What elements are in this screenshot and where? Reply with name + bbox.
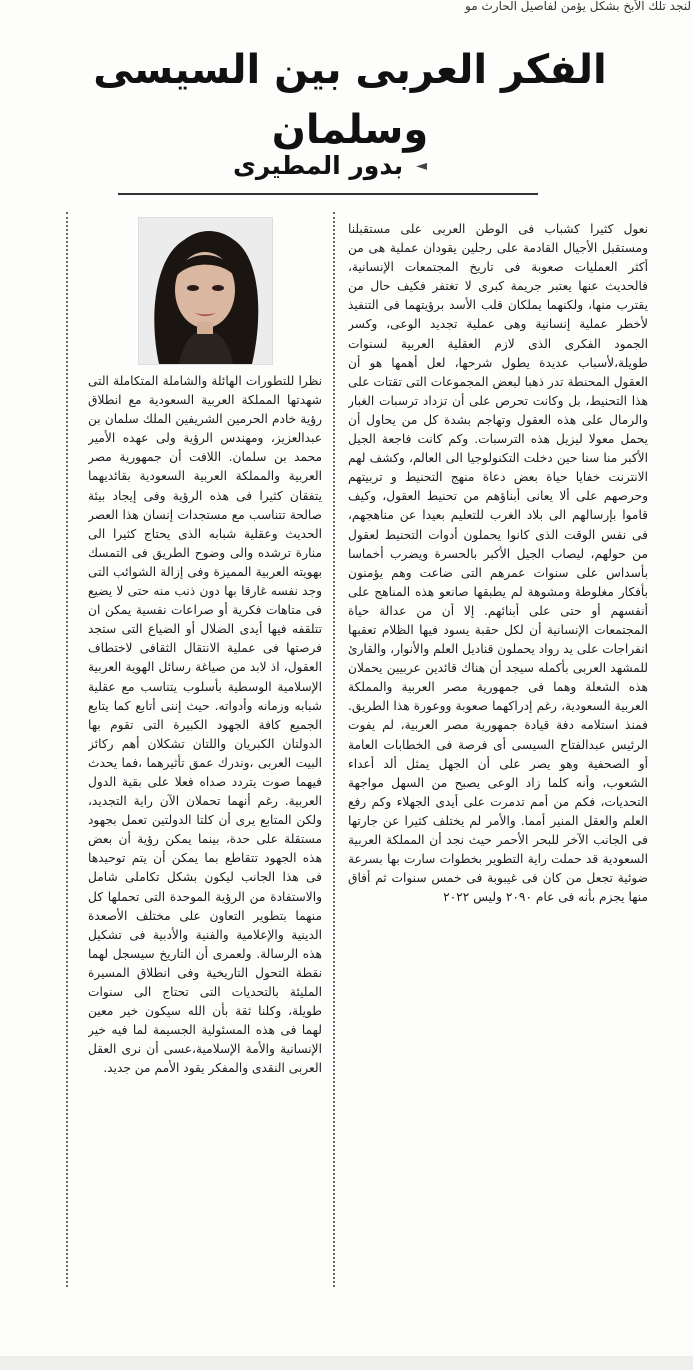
previous-article-fragment — [0, 0, 693, 14]
fragment-text: لنجد تلك الأبخ بشكل يؤمن لفاصيل الحارث مو — [465, 0, 691, 13]
byline-divider — [118, 193, 538, 195]
byline-marker-icon: ◄ — [416, 158, 428, 174]
byline — [150, 150, 510, 190]
column-divider-middle — [333, 212, 335, 1287]
author-name: بدور المطيرى — [232, 151, 404, 180]
paragraph: نعول كثيرا كشباب فى الوطن العربى على مستقبلنا ومستقبل الأجيال القادمة على رجلين يقودان عملية هى من أكثر العمليات صعوبة فى تاريخ المجتمعات الإنسانية، فالحديث عنها يعتبر جريمة كبرى لا تغتفر فكيف حال من يقترب منها، ولكنهما يملكان قلب الأسد برؤيتهما فى التنفيذ لأخطر عملية إنسانية وهى عملية تجديد الوعى، وكسر الجمود الفكرى الذى لازم العقلية العربية لسنوات طويلة،لأسباب عديدة يطول شرحها، لعل أهمها هو أن العقول المحنطة تدر ذهبا لبعض المجموعات التى تقتات على هذا التحنيط، بل وكانت تحرص على أن تزداد ترسبات الغبار والرمال على هذه العقول وتهاجم بشدة كل من يحاول أن يحمل معولا ليزيل هذه الترسبات. وكم كانت فاجعة الجيل الأكبر منا سنا حين دخلت التكنولوجيا الى العالم، وكشف لهم الانترنت خفايا حياة بعض دعاة منهج التحنيط و تربيتهم وحرصهم على ألا يعانى أبناؤهم من تحنيط العقول، وكيف قاموا بإرسالهم الى بلاد الغرب للتعليم بعيدا عن مناهجهم، فى نفس الوقت الذى كانوا يحملون أدوات التحنيط لعقول من حولهم، ليصاب الجيل الأكبر بالحسرة ويضرب أخماسا بأسداس على سنوات عمرهم التى ضاعت وهم يؤمنون بأفكار مغلوطة ومشوهة لم يطبقها صانعو هذه المناهج على أنفسهم أو حتى على أبنائهم. إلا أن من عدالة حياة المجتمعات الإنسانية أن لكل حقبة يسود فيها الظلام تعقبها انفراجات على يد رواد يحملون قناديل العلم والأنوار، والقارئ للمشهد العربى بأكمله سيجد أن هناك قائدين عربيين يحملان هذه الشعلة وهما فى جمهورية مصر العربية والمملكة العربية السعودية، رغم إدراكهما صعوبة ووعورة هذا الطريق. فمنذ استلامه دفة قيادة جمهورية مصر العربية، لم يفوت الرئيس عبدالفتاح السيسى أى فرصة فى الخطابات العامة أو الصحفية وهو يصر على أن الجهل يمثل ألد أعداء الشعوب، وأنه كلما زاد الوعى يصبح من السهل مواجهة التحديات، فكم من أمم تدمرت على أيدى الجهلاء وكم رفع العلم والعقل المنير أمما. والأمر لم يختلف كثيرا عن جارتها فى الجانب الآخر للبحر الأحمر حيث نجد أن المملكة العربية السعودية قد حملت راية التطوير بخطوات سارت بها بسرعة ضوئية تجعل من كان فى غيبوبة فى خمس سنوات ثم أفاق منها يجزم بأنه فى عام ٢٠٩٠ وليس ٢٠٢٢ — [348, 222, 648, 905]
article-column-left — [88, 372, 322, 1292]
paragraph: نظرا للتطورات الهائلة والشاملة المتكاملة التى شهدتها المملكة العربية السعودية مع انطلاق رؤية خادم الحرمين الشريفين الملك سلمان بن عبدالعزيز، ومهندس الرؤية ولى عهده الأمير محمد بن سلمان. اللافت أن جمهورية مصر العربية والمملكة العربية السعودية بقائديهما يتفقان كثيرا فى هذه الرؤية وفى إيجاد بيئة صالحة تتناسب مع مستجدات إنسان هذا العصر الحديث وعقلية شبابه الذى يحتاج كثيرا الى منارة ترشده والى وضوح الطريق فى التمسك بهويته العربية المميزة وفى إزالة الشوائب التى وجد نفسه غارقا بها دون ذنب منه حتى لا يضيع فى متاهات فكرية أو صراعات نفسية يمكن ان تتلقفه فيها أيدى الضلال أو الضياع التى ستجد فرصتها فى عملية الانتقال الثقافى لاختطاف العقول، اذ لابد من صياغة رسائل الهوية العربية الإسلامية الوسطية بأسلوب يتناسب مع عقلية شبابه وزمانه وأدواته. حيث إننى أتابع كما يتابع الجميع كافة الجهود الكبيرة التى تقوم بها الدولتان الكبريان واللتان تشكلان أهم ركائز البيت العربى ،وندرك عمق تأثيرهما ،فما يحدث فيهما صوت يتردد صداه فعلا على بقية الدول العربية. رغم أنهما تحملان الآن راية التجديد، ولكن المتابع يرى أن كلتا الدولتين تعمل بجهود مستقلة على حدة، بينما يمكن رؤية أن بعض هذه الجهود تتقاطع بما يمكن أن يتم توحيدها فى هذا الجانب ليكون بشكل تكاملى شامل والاستفادة من الرؤية الموحدة التى تحملها كل منهما بتطوير التعاون على مختلف الأصعدة الدينية والإعلامية والفنية والأدبية فى تشكيل هذه الرسالة. ولعمرى أن التاريخ سيسجل لهما نقطة التحول التاريخية وفى انطلاق المسيرة المليئة بالتحديات التى تحتاج الى سنوات طويلة، وكلنا ثقة بأن الله سيكون خير معين لهما فى هذه المسئولية الجسيمة لما فيه خير الإنسانية والأمة الإسلامية،عسى أن نرى العقل العربى النقدى والمفكر يقود الأمم من جديد. — [88, 374, 322, 1076]
article-column-right — [348, 220, 648, 1290]
author-photo — [138, 217, 273, 365]
author-portrait-icon — [139, 218, 272, 364]
column-divider-left — [66, 212, 68, 1287]
page-title: الفكر العربى بين السيسى وسلمان — [93, 47, 607, 153]
page-bottom-margin — [0, 1356, 693, 1370]
